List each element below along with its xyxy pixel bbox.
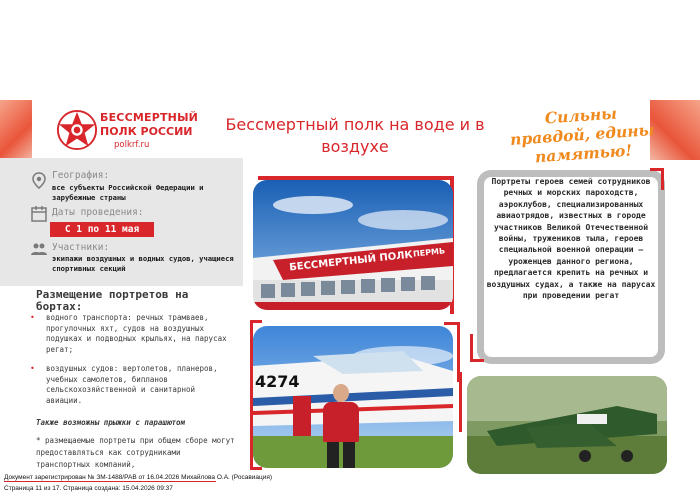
placement-heading: Размещение портретов на бортах: [36, 288, 189, 313]
box-frame-decor [470, 334, 484, 362]
dates-badge: С 1 по 11 мая [50, 222, 154, 237]
placement-list [30, 313, 230, 415]
immortal-regiment-logo [56, 108, 199, 154]
ship-banner-text: БЕССМЕРТНЫЙ ПОЛК [288, 249, 414, 274]
page-title: Бессмертный полк на воде и в воздухе [225, 115, 485, 156]
footnote: * размещаемые портреты при общем сборе могут предоставляться как сотрудниками транспортных компаний, [36, 436, 235, 469]
calendar-icon [30, 205, 48, 223]
decor-corner-left [0, 100, 32, 160]
green-plane-illustration [467, 376, 667, 474]
ship-city-text: ПЕРМЬ [412, 246, 446, 259]
footer-registration: Документ зарегистрирован № ЗМ-1488/РАВ от 16.04.2026 Михайлова О.А. (Росавиация) [4, 474, 273, 481]
green-plane-photo [467, 376, 667, 474]
person-figure [321, 384, 361, 468]
participants-text: экипажи воздушных и водных судов, учащиеся спортивных секций [52, 254, 234, 273]
ship-photo [253, 180, 453, 310]
plane-photo [253, 326, 453, 468]
red-star-logo-icon [56, 108, 98, 152]
list-item-text: водного транспорта: речных трамваев, прогулочных яхт, судов на воздушных подушках и подводных крыльях, на парусах регат; [46, 313, 227, 354]
list-item: • воздушных судов: вертолетов, планеров, учебных самолетов, бипланов сельскохозяйственной и санитарной авиации. [30, 364, 218, 405]
list-item-text: воздушных судов: вертолетов, планеров, учебных самолетов, бипланов сельскохозяйственной и санитарной авиации. [46, 364, 218, 405]
logo-text-line2: ПОЛК РОССИИ [100, 125, 193, 138]
footer-page-info: Страница 11 из 17. Страница создана: 15.04.2026 09:37 [4, 485, 173, 492]
list-item: • водного транспорта: речных трамваев, прогулочных яхт, судов на воздушных подушках и подводных крыльях, на парусах регат; [30, 313, 227, 354]
map-pin-icon [30, 172, 48, 190]
footer-divider [4, 481, 216, 482]
dates-label: Даты проведения: [52, 207, 144, 218]
geography-text: все субъекты Российской Федерации и зарубежные страны [52, 183, 204, 202]
photo-frame-decor [452, 372, 462, 432]
right-text: Портреты героев семей сотрудников речных и морских пароходств, аэроклубов, специализированных авиаотрядов, известных в городе участников Великой Отечественной войны, тружеников тыла, героев специальной военной операции – уроженцев данного региона, предлагается крепить на речных и воздушных судах, а также на парусах при проведении регат [486, 177, 656, 301]
logo-url: polkrf.ru [114, 140, 150, 150]
geography-label: География: [52, 170, 110, 181]
box-frame-decor [650, 168, 664, 190]
participants-label: Участники: [52, 242, 110, 253]
people-icon [30, 240, 48, 258]
plane-number: 4274 [255, 372, 300, 391]
ship-illustration [253, 180, 453, 310]
parachute-note: Также возможны прыжки с парашютом [36, 418, 186, 427]
logo-text-line1: БЕССМЕРТНЫЙ [100, 111, 199, 124]
slogan: Сильны правдой, едины памятью! [509, 103, 655, 167]
